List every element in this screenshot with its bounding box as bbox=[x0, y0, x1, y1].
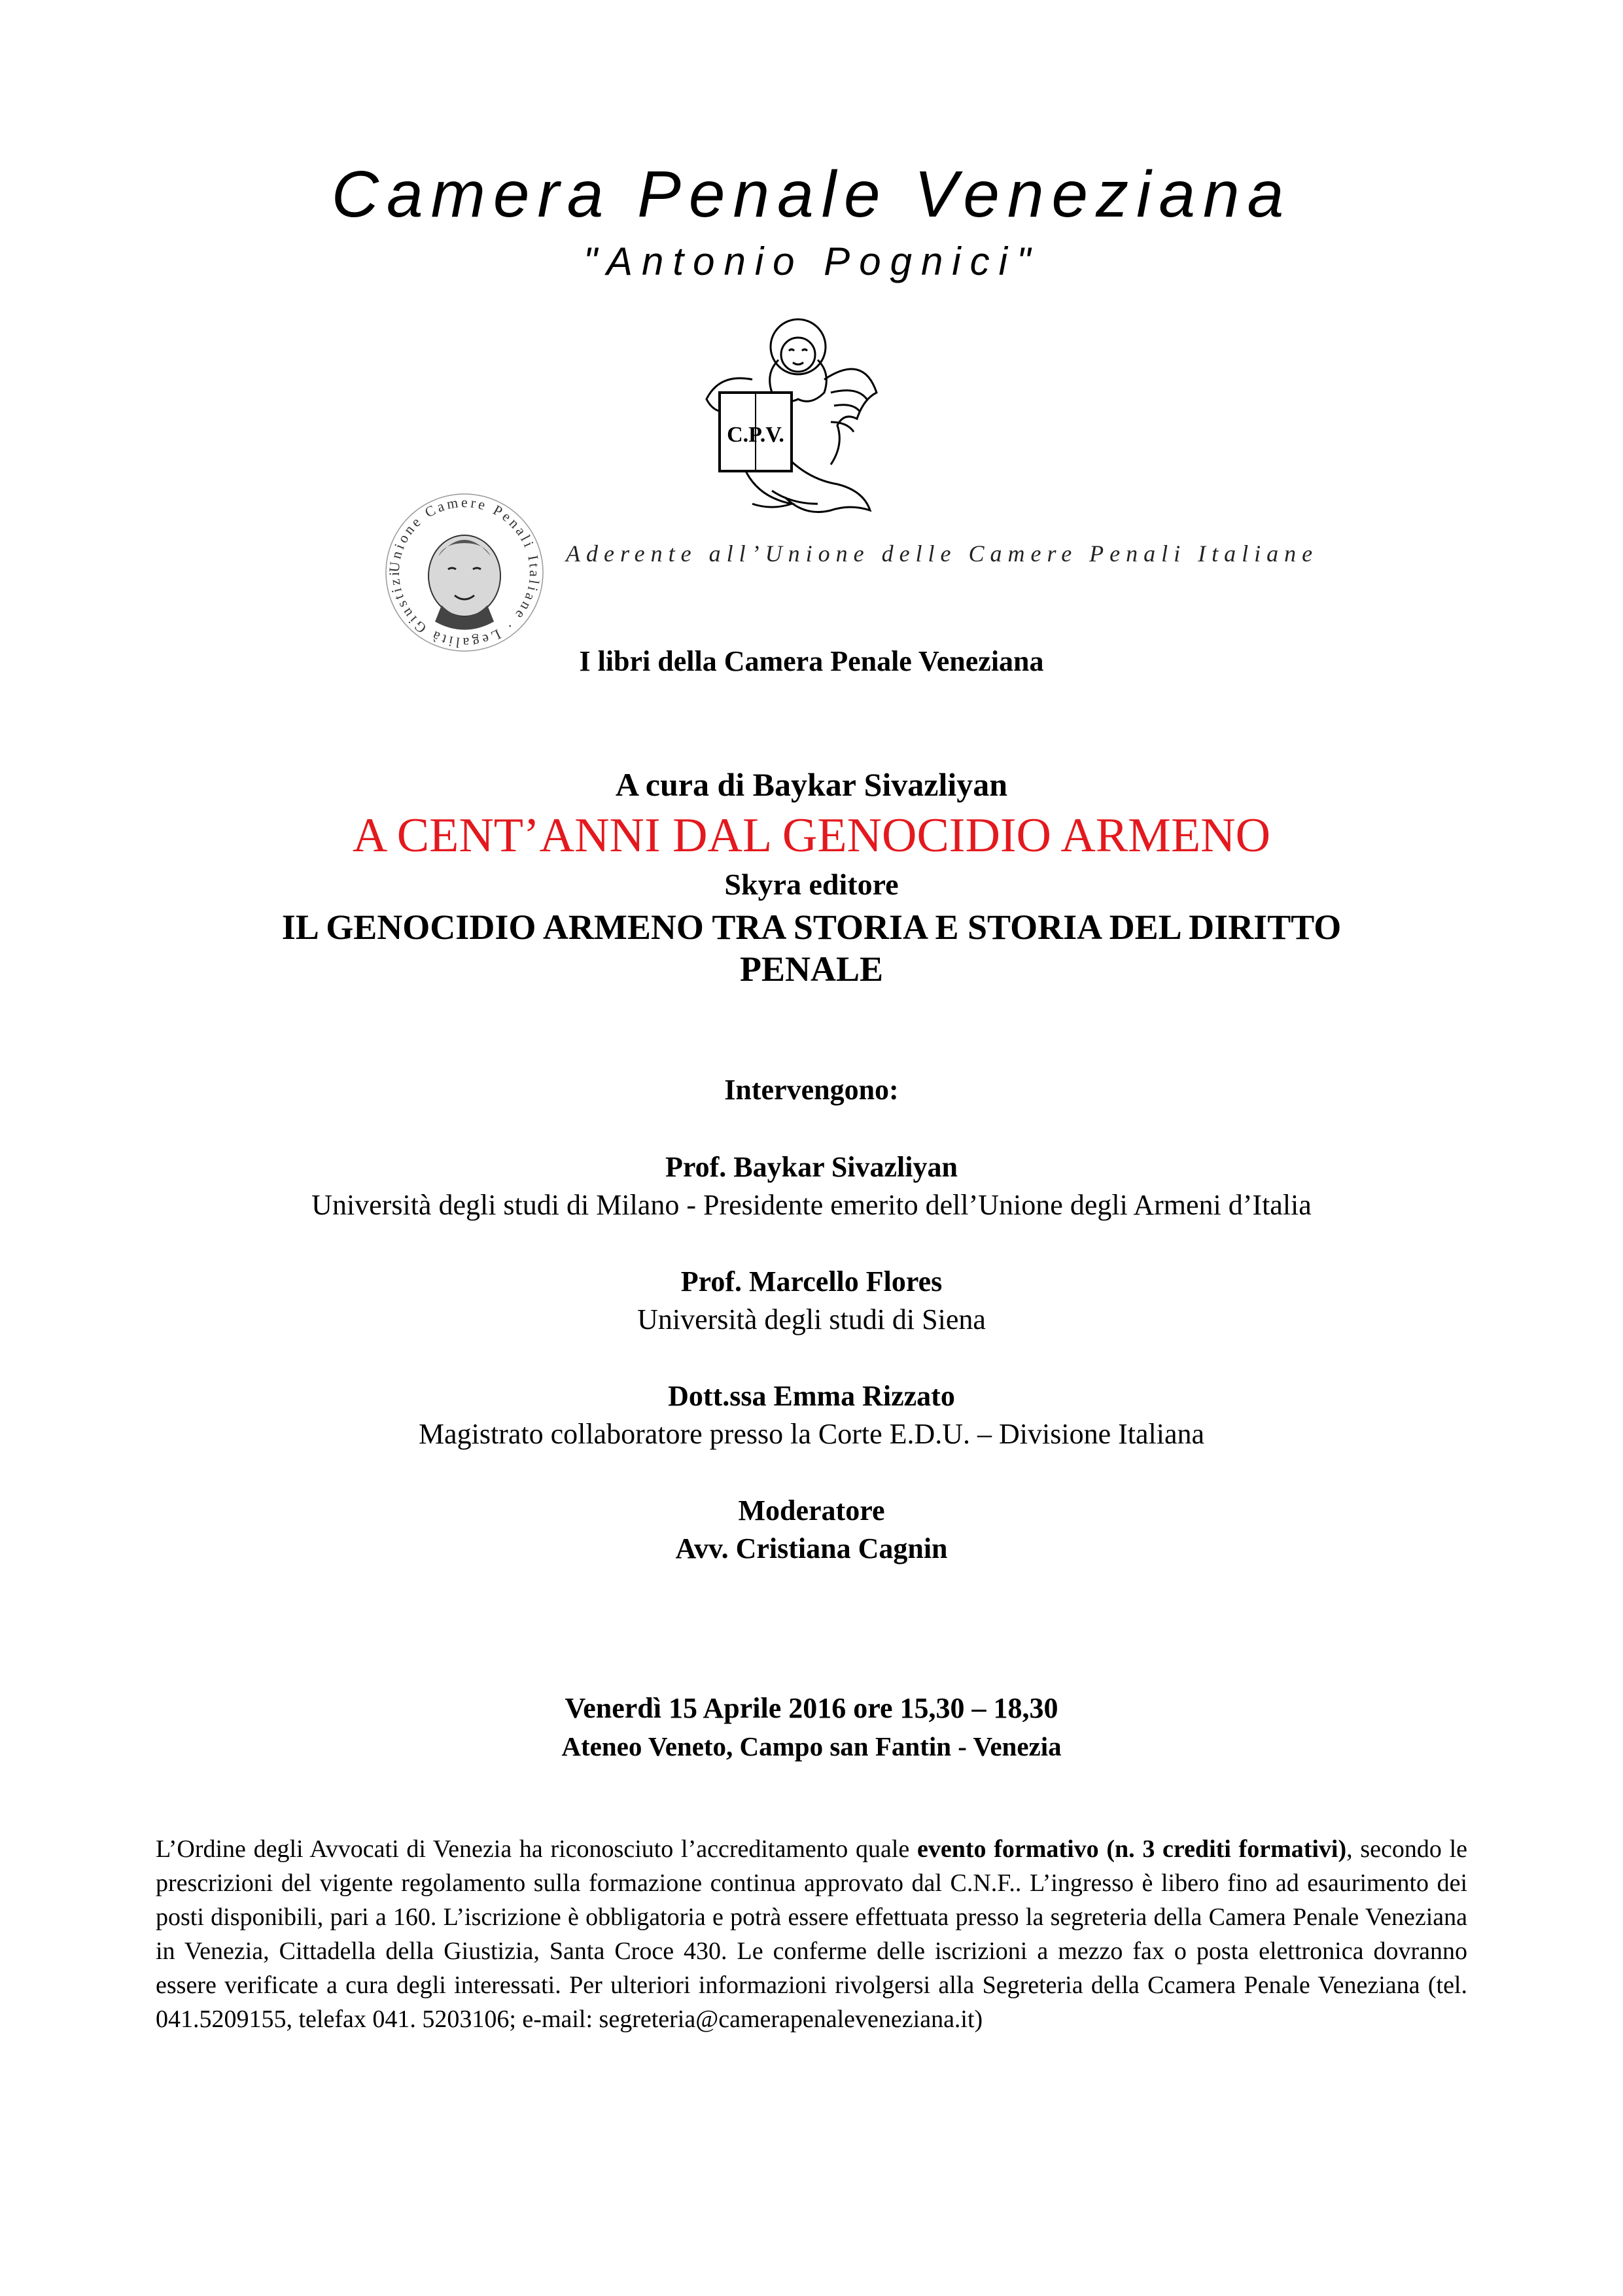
speaker-entry bbox=[0, 1148, 1623, 1224]
speaker-name: Dott.ssa Emma Rizzato bbox=[668, 1380, 955, 1412]
org-subtitle: "Antonio Pognici" bbox=[583, 239, 1040, 283]
moderator-heading: Moderatore bbox=[738, 1494, 885, 1527]
affiliation-text: Aderente all’Unione delle Camere Penali Italiane bbox=[566, 540, 1319, 567]
speaker-name: Prof. Marcello Flores bbox=[680, 1265, 943, 1298]
accreditation-notice bbox=[156, 1832, 1467, 2036]
logo-initials: C.P.V. bbox=[727, 423, 784, 447]
notice-highlight: evento formativo (n. 3 crediti formativi) bbox=[917, 1835, 1347, 1863]
notice-text-part-1: L’Ordine degli Avvocati di Venezia ha riconosciuto l’accreditamento quale bbox=[156, 1835, 918, 1863]
speaker-role: Magistrato collaboratore presso la Corte E.D.U. – Divisione Italiana bbox=[418, 1418, 1205, 1450]
org-name: Camera Penale Veneziana bbox=[331, 158, 1292, 231]
winged-lion-icon bbox=[693, 308, 890, 523]
event-venue: Ateneo Veneto, Campo san Fantin - Venezia bbox=[561, 1731, 1062, 1761]
speaker-entry bbox=[0, 1377, 1623, 1453]
event-date-time: Venerdì 15 Aprile 2016 ore 15,30 – 18,30 bbox=[565, 1692, 1058, 1724]
ucpi-seal bbox=[376, 484, 553, 661]
lion-logo bbox=[693, 308, 890, 523]
series-title: I libri della Camera Penale Veneziana bbox=[579, 645, 1044, 677]
subtitle-line-2: PENALE bbox=[739, 949, 884, 989]
publisher: Skyra editore bbox=[724, 868, 899, 901]
speaker-role: Università degli studi di Siena bbox=[637, 1303, 986, 1335]
book-title: A CENT’ANNI DAL GENOCIDIO ARMENO bbox=[352, 809, 1271, 862]
editor-line: A cura di Baykar Sivazliyan bbox=[615, 766, 1008, 803]
speaker-name: Prof. Baykar Sivazliyan bbox=[665, 1151, 958, 1183]
ucpi-seal-icon bbox=[376, 484, 553, 661]
subtitle-line-1: IL GENOCIDIO ARMENO TRA STORIA E STORIA DEL DIRITTO bbox=[281, 908, 1342, 947]
book-subtitle bbox=[0, 906, 1623, 990]
speakers-heading: Intervengono: bbox=[724, 1074, 899, 1106]
seal-lettering: Unione Camere Penali Italiane · Legalità Giustizi bbox=[385, 493, 544, 652]
speaker-entry bbox=[0, 1263, 1623, 1339]
speaker-role: Università degli studi di Milano - Presidente emerito dell’Unione degli Armeni d’Italia bbox=[311, 1189, 1312, 1221]
notice-text-part-2: , secondo le prescrizioni del vigente regolamento sulla formazione continua approvato dal C.N.F.. L’ingresso è libero fino ad esaurimento dei posti disponibili, pari a 160. L’iscrizione è obbligatoria e potrà essere effettuata presso la segreteria della Camera Penale Veneziana in Venezia, Cittadella della Giustizia, Santa Croce 430. Le conferme delle iscrizioni a mezzo fax o posta elettronica dovranno essere verificate a cura degli interessati. Per ulteriori informazioni rivolgersi alla Segreteria della Ccamera Penale Veneziana (tel. 041.5209155, telefax 041. 5203106; e-mail: segreteria@camerapenaleveneziana.it) bbox=[156, 1835, 1467, 2033]
moderator-entry bbox=[0, 1492, 1623, 1568]
moderator-name: Avv. Cristiana Cagnin bbox=[675, 1532, 948, 1564]
